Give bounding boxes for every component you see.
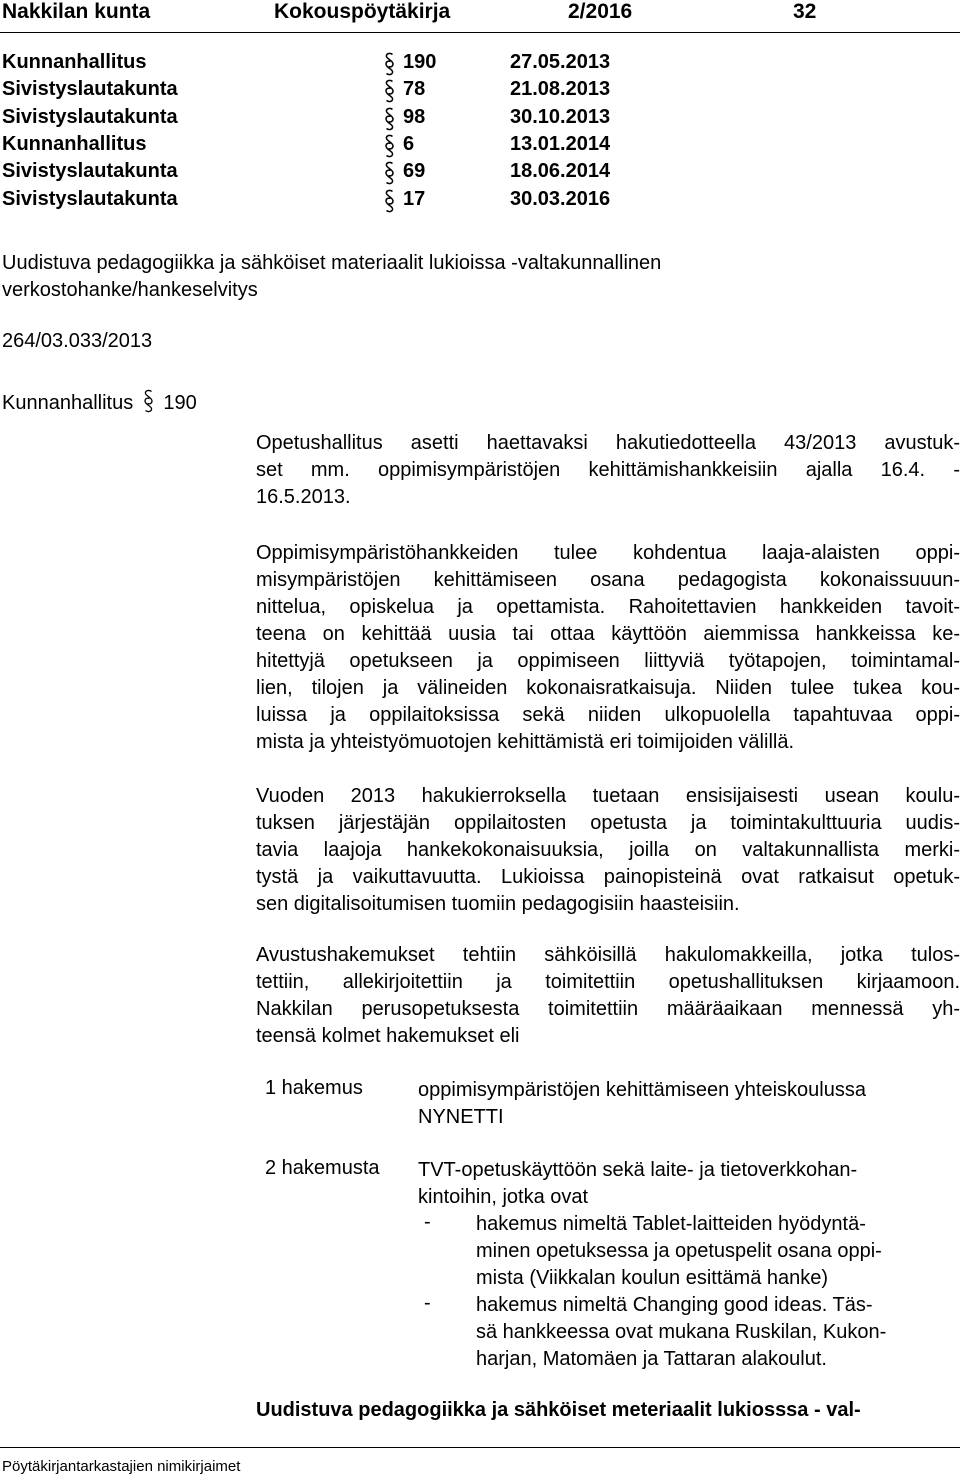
history-section-number: 98 <box>403 105 426 128</box>
subitem-line: hakemus nimeltä Tablet-laitteiden hyödyntä- <box>476 1213 866 1235</box>
paragraph-line: sen digitalisoitumisen tuomiin pedagogisiin haasteisiin. <box>256 893 740 915</box>
history-date: 13.01.2014 <box>510 132 611 155</box>
subject-line-1: Uudistuva pedagogiikka ja sähköiset materiaalit lukioissa -valtakunnallinen <box>2 252 662 274</box>
paragraph-line: tystä ja vaikuttavuutta. Lukioissa painopisteinä ovat ratkaisut opetuk- <box>256 866 960 888</box>
history-date: 30.10.2013 <box>510 105 611 128</box>
section-sign-icon <box>384 52 395 76</box>
paragraph-line: Oppimisympäristöhankkeiden tulee kohdentua laaja-alaisten oppi- <box>256 542 960 564</box>
application-2-line: kintoihin, jotka ovat <box>418 1186 589 1208</box>
history-row <box>0 106 700 133</box>
history-section-number: 6 <box>403 132 415 155</box>
history-body: Kunnanhallitus <box>2 132 147 155</box>
subitem-1-text <box>476 1211 882 1292</box>
application-1-label: 1 hakemus <box>265 1077 363 1099</box>
paragraph-line: mista ja yhteistyömuotojen kehittämistä eri toimijoiden välillä. <box>256 731 795 753</box>
paragraph-2 <box>256 540 960 756</box>
paragraph-line: Nakkilan perusopetuksesta toimitettiin määräaikaan mennessä yh- <box>256 998 960 1020</box>
section-sign-icon <box>384 189 395 213</box>
history-body: Sivistyslautakunta <box>2 160 178 183</box>
paragraph-4 <box>256 942 960 1050</box>
page-number: 32 <box>793 0 817 23</box>
history-row <box>0 188 700 215</box>
org-name: Nakkilan kunta <box>2 0 151 23</box>
history-section-number: 17 <box>403 187 426 210</box>
subitem-line: mista (Viikkalan koulun esittämä hanke) <box>476 1267 829 1289</box>
history-date: 27.05.2013 <box>510 51 611 73</box>
footer-initials-label: Pöytäkirjantarkastajien nimikirjaimet <box>2 1458 241 1475</box>
next-section-heading: Uudistuva pedagogiikka ja sähköiset meteriaalit lukiosssa - val- <box>256 1399 861 1421</box>
history-body: Sivistyslautakunta <box>2 78 178 101</box>
history-row <box>0 51 700 78</box>
subitem-line: minen opetuksessa ja opetuspelit osana oppi- <box>476 1240 882 1262</box>
paragraph-line: hitettyjä opetukseen ja oppimiseen liittyviä työtapojen, toimintamal- <box>256 650 960 672</box>
history-row <box>0 78 700 105</box>
history-date: 30.03.2016 <box>510 187 611 210</box>
application-2-line: TVT-opetuskäyttöön sekä laite- ja tietoverkkohan- <box>418 1159 858 1181</box>
subitem-dash: - <box>424 1211 431 1233</box>
subitem-2-text <box>476 1292 886 1373</box>
history-section-number: 78 <box>403 78 426 101</box>
history-date: 21.08.2013 <box>510 78 611 101</box>
section-sign-icon <box>384 79 395 103</box>
history-row <box>0 160 700 187</box>
application-1-line: oppimisympäristöjen kehittämiseen yhteiskoulussa <box>418 1079 866 1101</box>
history-body: Sivistyslautakunta <box>2 105 178 128</box>
subject-line-2: verkostohanke/hankeselvitys <box>2 279 258 301</box>
footer-divider <box>0 1447 960 1448</box>
document-type: Kokouspöytäkirja <box>274 0 451 23</box>
subitem-line: harjan, Matomäen ja Tattaran alakoulut. <box>476 1348 827 1370</box>
application-2-label: 2 hakemusta <box>265 1157 380 1179</box>
paragraph-line: luissa ja oppilaitoksissa sekä niiden ulkopuolella tapahtuvaa oppi- <box>256 704 960 726</box>
subject-title <box>2 250 661 304</box>
paragraph-1 <box>256 430 960 511</box>
paragraph-line: set mm. oppimisympäristöjen kehittämishankkeisiin ajalla 16.4. - <box>256 459 960 481</box>
application-1-text <box>418 1077 866 1131</box>
history-row <box>0 133 700 160</box>
paragraph-line: Opetushallitus asetti haettavaksi hakutiedotteella 43/2013 avustuk- <box>256 432 960 454</box>
section-sign-icon <box>384 134 395 158</box>
section-sign-icon <box>384 161 395 185</box>
section-ref-number: 190 <box>163 392 197 414</box>
paragraph-line: lien, tilojen ja välineiden kokonaisratkaisuja. Niiden tulee tukea kou- <box>256 677 960 699</box>
application-2-text <box>418 1157 857 1211</box>
paragraph-line: tettiin, allekirjoitettiin ja toimitettiin opetushallituksen kirjaamoon. <box>256 971 960 993</box>
history-body: Kunnanhallitus <box>2 51 147 73</box>
section-ref-body: Kunnanhallitus <box>2 392 134 414</box>
history-section-number: 69 <box>403 160 426 183</box>
meeting-issue: 2/2016 <box>568 0 633 23</box>
history-date: 18.06.2014 <box>510 160 611 183</box>
paragraph-3 <box>256 783 960 918</box>
paragraph-line: tuksen järjestäjän oppilaitosten opetusta ja toimintakulttuuria uudis- <box>256 812 960 834</box>
application-1-line: NYNETTI <box>418 1106 504 1128</box>
header-divider <box>0 32 960 33</box>
paragraph-line: nittelua, opiskelua ja opettamista. Rahoitettavien hankkeiden tavoit- <box>256 596 960 618</box>
section-sign-icon <box>384 107 395 131</box>
paragraph-line: misympäristöjen kehittämiseen osana pedagogista kokonaissuuun- <box>256 569 960 591</box>
section-reference <box>2 385 197 415</box>
paragraph-line: 16.5.2013. <box>256 486 351 508</box>
diary-number: 264/03.033/2013 <box>2 330 153 352</box>
section-sign-icon <box>143 389 154 413</box>
paragraph-line: teena on kehittää uusia tai ottaa käyttöön aiemmissa hankkeissa ke- <box>256 623 960 645</box>
subitem-line: sä hankkeessa ovat mukana Ruskilan, Kukon- <box>476 1321 887 1343</box>
paragraph-line: tavia laajoja hankekokonaisuuksia, joilla on valtakunnallista merki- <box>256 839 960 861</box>
subitem-dash: - <box>424 1292 431 1314</box>
paragraph-line: Vuoden 2013 hakukierroksella tuetaan ensisijaisesti usean koulu- <box>256 785 960 807</box>
history-body: Sivistyslautakunta <box>2 187 178 210</box>
paragraph-line: teensä kolmet hakemukset eli <box>256 1025 520 1047</box>
history-section-number: 190 <box>403 51 437 73</box>
subitem-line: hakemus nimeltä Changing good ideas. Täs- <box>476 1294 873 1316</box>
paragraph-line: Avustushakemukset tehtiin sähköisillä hakulomakkeilla, jotka tulos- <box>256 944 960 966</box>
